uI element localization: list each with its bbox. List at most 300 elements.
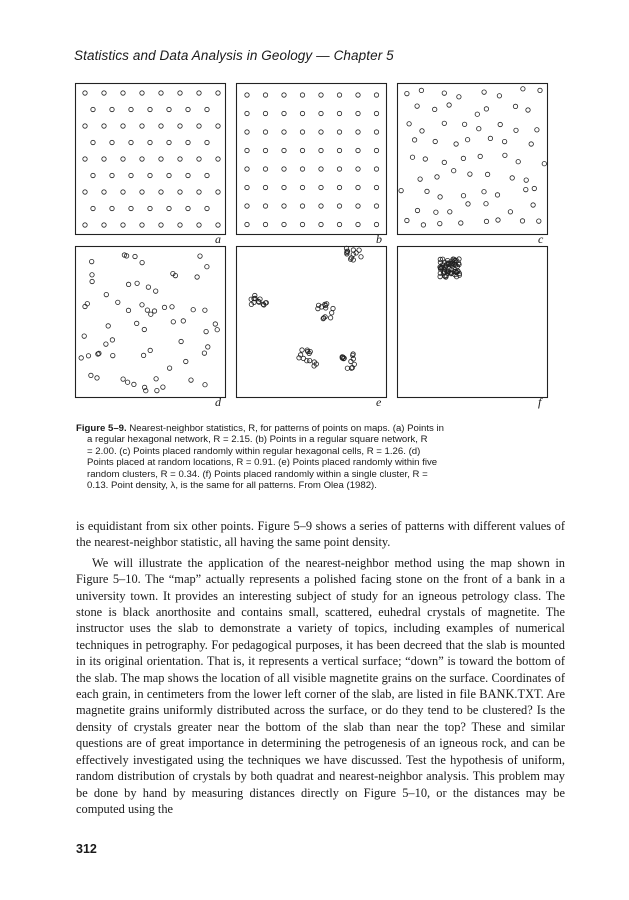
map-point xyxy=(532,186,536,190)
panel-a xyxy=(75,83,226,235)
map-point xyxy=(197,190,201,194)
map-point xyxy=(121,157,125,161)
map-point xyxy=(300,167,304,171)
map-point xyxy=(197,223,201,227)
map-point xyxy=(142,327,146,331)
map-point xyxy=(133,254,137,258)
map-point xyxy=(496,218,500,222)
map-point xyxy=(459,221,463,225)
map-point xyxy=(434,210,438,214)
map-point xyxy=(140,157,144,161)
map-point xyxy=(216,91,220,95)
panel-frame xyxy=(76,84,226,235)
map-point xyxy=(83,91,87,95)
map-point xyxy=(520,219,524,223)
map-point xyxy=(141,353,145,357)
map-point xyxy=(356,185,360,189)
map-point xyxy=(423,157,427,161)
map-point xyxy=(205,173,209,177)
map-point xyxy=(447,103,451,107)
map-point xyxy=(129,206,133,210)
map-point xyxy=(102,157,106,161)
map-point xyxy=(319,130,323,134)
map-point xyxy=(102,223,106,227)
map-point xyxy=(374,111,378,115)
map-point xyxy=(197,124,201,128)
map-point xyxy=(282,130,286,134)
map-point xyxy=(110,107,114,111)
map-point xyxy=(179,339,183,343)
map-point xyxy=(111,353,115,357)
map-point xyxy=(319,111,323,115)
map-point xyxy=(121,91,125,95)
map-point xyxy=(300,204,304,208)
map-point xyxy=(167,206,171,210)
map-point xyxy=(205,107,209,111)
map-point xyxy=(374,130,378,134)
map-point xyxy=(245,148,249,152)
panel-c xyxy=(397,83,548,235)
map-point xyxy=(149,312,153,316)
map-point xyxy=(337,222,341,226)
map-point xyxy=(205,206,209,210)
map-point xyxy=(178,190,182,194)
panel-c-plot xyxy=(397,83,548,235)
map-point xyxy=(337,148,341,152)
map-point xyxy=(468,172,472,176)
panel-a-plot xyxy=(75,83,226,235)
map-point xyxy=(154,377,158,381)
map-point xyxy=(524,178,528,182)
map-point xyxy=(91,140,95,144)
panel-e-plot xyxy=(236,246,387,398)
map-point xyxy=(420,129,424,133)
map-point xyxy=(337,111,341,115)
panel-frame xyxy=(398,247,548,398)
map-point xyxy=(452,169,456,173)
map-point xyxy=(121,223,125,227)
map-point xyxy=(374,204,378,208)
map-point xyxy=(356,222,360,226)
map-point xyxy=(478,154,482,158)
map-point xyxy=(300,111,304,115)
map-point xyxy=(140,124,144,128)
map-point xyxy=(126,308,130,312)
map-point xyxy=(186,173,190,177)
map-point xyxy=(475,112,479,116)
map-point xyxy=(263,130,267,134)
map-point xyxy=(331,306,335,310)
map-point xyxy=(435,175,439,179)
map-point xyxy=(121,124,125,128)
map-point xyxy=(110,338,114,342)
map-point xyxy=(535,128,539,132)
map-point xyxy=(374,93,378,97)
map-point xyxy=(442,160,446,164)
map-point xyxy=(104,292,108,296)
map-point xyxy=(433,139,437,143)
map-point xyxy=(356,130,360,134)
map-point xyxy=(319,148,323,152)
map-point xyxy=(337,167,341,171)
map-point xyxy=(461,194,465,198)
panel-frame xyxy=(398,84,548,235)
map-point xyxy=(457,95,461,99)
map-point xyxy=(485,172,489,176)
page-number: 312 xyxy=(76,842,97,856)
map-point xyxy=(263,93,267,97)
caption-line: Nearest-neighbor statistics, R, for patterns of points on maps. (a) Points in xyxy=(129,423,444,434)
map-point xyxy=(282,111,286,115)
panel-label-a: a xyxy=(215,232,221,246)
map-point xyxy=(205,265,209,269)
map-point xyxy=(159,223,163,227)
map-point xyxy=(198,254,202,258)
map-point xyxy=(330,311,334,315)
map-point xyxy=(465,138,469,142)
map-point xyxy=(102,190,106,194)
map-point xyxy=(129,107,133,111)
map-point xyxy=(415,208,419,212)
map-point xyxy=(197,157,201,161)
map-point xyxy=(462,122,466,126)
map-point xyxy=(374,167,378,171)
map-point xyxy=(537,219,541,223)
map-point xyxy=(482,190,486,194)
map-point xyxy=(104,342,108,346)
map-point xyxy=(167,140,171,144)
map-point xyxy=(300,185,304,189)
map-point xyxy=(161,385,165,389)
map-point xyxy=(498,122,502,126)
panel-b xyxy=(236,83,387,235)
map-point xyxy=(202,351,206,355)
map-point xyxy=(102,91,106,95)
panel-d xyxy=(75,246,226,398)
map-point xyxy=(282,204,286,208)
map-point xyxy=(83,190,87,194)
map-point xyxy=(263,222,267,226)
paragraph: We will illustrate the application of the nearest-neighbor method using the map shown in Figure 5–10. The “map” actually represents a polished facing stone on the front of a bank in a university town. It provides an interesting subject of study for an igneous petrology class. The stone is black anorthosite and contains small, scattered, euhedral crystals of magnetite. The instructor uses the slab to demonstrate a variety of topics, including examples of numerical techniques in petrography. For pedagogical purposes, it has been decreed that the slab is mounted in its original orientation. That is, it represents a vertical surface; “down” is toward the bottom of the slab. The map shows the location of all visible magnetite grains on the surface. Coordinates of each grain, in centimeters from the lower left corner of the slab, are listed in file BANK.TXT. Are magnetite grains uniformly distributed across the surface, or do they tend to be clustered? Is the density of crystals greater near the bottom of the slab than near the top? These and similar questions are of great importance in determining the petrogenesis of an igneous rock, and can be effectively investigated using the techniques we have discussed. Test the hypothesis of uniform, random distribution of crystals by both quadrat and nearest-neighbor analysis. This problem may be done by hand by measuring distances directly on Figure 5–10, or the distances may be computed using the xyxy=(76,555,565,816)
map-point xyxy=(374,148,378,152)
map-point xyxy=(90,259,94,263)
panel-label-b: b xyxy=(376,232,382,246)
map-point xyxy=(155,388,159,392)
map-point xyxy=(216,124,220,128)
map-point xyxy=(263,185,267,189)
map-point xyxy=(374,185,378,189)
map-point xyxy=(356,167,360,171)
map-point xyxy=(349,359,353,363)
map-point xyxy=(148,107,152,111)
map-point xyxy=(319,222,323,226)
map-point xyxy=(351,248,355,252)
map-point xyxy=(374,222,378,226)
map-point xyxy=(300,148,304,152)
map-point xyxy=(405,91,409,95)
map-point xyxy=(263,111,267,115)
map-point xyxy=(526,108,530,112)
map-point xyxy=(116,300,120,304)
map-point xyxy=(356,204,360,208)
map-point xyxy=(186,206,190,210)
map-point xyxy=(83,124,87,128)
map-point xyxy=(407,122,411,126)
panel-f-plot xyxy=(397,246,548,398)
map-point xyxy=(148,173,152,177)
map-point xyxy=(454,142,458,146)
map-point xyxy=(129,140,133,144)
map-point xyxy=(152,309,156,313)
map-point xyxy=(245,185,249,189)
map-point xyxy=(121,190,125,194)
map-point xyxy=(466,202,470,206)
map-point xyxy=(159,157,163,161)
map-point xyxy=(83,304,87,308)
map-point xyxy=(497,94,501,98)
map-point xyxy=(263,148,267,152)
map-point xyxy=(300,93,304,97)
map-point xyxy=(121,377,125,381)
map-point xyxy=(245,93,249,97)
map-point xyxy=(132,382,136,386)
map-point xyxy=(140,190,144,194)
map-point xyxy=(213,322,217,326)
map-point xyxy=(410,155,414,159)
map-point xyxy=(305,359,309,363)
map-point xyxy=(216,223,220,227)
map-point xyxy=(215,328,219,332)
map-point xyxy=(433,107,437,111)
map-point xyxy=(159,190,163,194)
map-point xyxy=(245,130,249,134)
map-point xyxy=(86,354,90,358)
panel-label-e: e xyxy=(376,395,382,409)
map-point xyxy=(167,107,171,111)
map-point xyxy=(140,260,144,264)
map-point xyxy=(356,148,360,152)
map-point xyxy=(159,91,163,95)
map-point xyxy=(282,93,286,97)
map-point xyxy=(91,107,95,111)
map-point xyxy=(337,185,341,189)
map-point xyxy=(282,167,286,171)
panel-frame xyxy=(237,247,387,398)
map-point xyxy=(484,202,488,206)
caption-label: Figure 5–9. xyxy=(76,423,127,434)
map-point xyxy=(477,127,481,131)
map-point xyxy=(186,107,190,111)
map-point xyxy=(181,319,185,323)
map-point xyxy=(216,157,220,161)
map-point xyxy=(197,91,201,95)
map-point xyxy=(529,142,533,146)
map-point xyxy=(148,140,152,144)
map-point xyxy=(300,222,304,226)
map-point xyxy=(421,223,425,227)
map-point xyxy=(319,93,323,97)
map-point xyxy=(300,348,304,352)
panel-e xyxy=(236,246,387,398)
map-point xyxy=(184,359,188,363)
map-point xyxy=(125,380,129,384)
map-point xyxy=(110,206,114,210)
running-header: Statistics and Data Analysis in Geology — Chapter 5 xyxy=(74,48,394,63)
map-point xyxy=(531,203,535,207)
map-point xyxy=(319,204,323,208)
map-point xyxy=(282,148,286,152)
map-point xyxy=(337,130,341,134)
map-point xyxy=(319,185,323,189)
map-point xyxy=(126,282,130,286)
map-point xyxy=(425,189,429,193)
map-point xyxy=(90,273,94,277)
panel-frame xyxy=(237,84,387,235)
map-point xyxy=(282,222,286,226)
map-point xyxy=(442,121,446,125)
map-point xyxy=(245,204,249,208)
panel-label-f: f xyxy=(538,395,542,409)
map-point xyxy=(82,334,86,338)
map-point xyxy=(135,321,139,325)
map-point xyxy=(90,279,94,283)
map-point xyxy=(442,91,446,95)
panel-label-d: d xyxy=(215,395,221,409)
map-point xyxy=(508,210,512,214)
map-point xyxy=(167,173,171,177)
map-point xyxy=(516,160,520,164)
map-point xyxy=(206,345,210,349)
map-point xyxy=(448,210,452,214)
map-point xyxy=(524,187,528,191)
map-point xyxy=(83,157,87,161)
map-point xyxy=(178,91,182,95)
map-point xyxy=(328,316,332,320)
map-point xyxy=(186,140,190,144)
map-point xyxy=(484,107,488,111)
map-point xyxy=(189,378,193,382)
map-point xyxy=(282,185,286,189)
map-point xyxy=(140,91,144,95)
map-point xyxy=(203,308,207,312)
map-point xyxy=(495,193,499,197)
map-point xyxy=(178,157,182,161)
map-point xyxy=(89,373,93,377)
map-point xyxy=(171,320,175,324)
map-point xyxy=(203,383,207,387)
map-point xyxy=(191,308,195,312)
panel-frame xyxy=(76,247,226,398)
caption-line: = 2.00. (c) Points placed randomly within regular hexagonal cells, R = 1.26. (d) xyxy=(87,445,421,457)
map-point xyxy=(513,104,517,108)
map-point xyxy=(399,188,403,192)
map-point xyxy=(110,140,114,144)
map-point xyxy=(245,222,249,226)
map-point xyxy=(91,206,95,210)
map-point xyxy=(146,285,150,289)
map-point xyxy=(300,130,304,134)
map-point xyxy=(359,255,363,259)
map-point xyxy=(102,124,106,128)
map-point xyxy=(484,219,488,223)
map-point xyxy=(263,204,267,208)
map-point xyxy=(356,111,360,115)
map-point xyxy=(140,303,144,307)
caption-line: random clusters, R = 0.34. (f) Points placed randomly within a single cluster, R = xyxy=(87,468,428,480)
map-point xyxy=(110,173,114,177)
map-point xyxy=(83,223,87,227)
map-point xyxy=(337,93,341,97)
map-point xyxy=(148,206,152,210)
map-point xyxy=(245,167,249,171)
panel-d-plot xyxy=(75,246,226,398)
map-point xyxy=(461,156,465,160)
map-point xyxy=(356,93,360,97)
map-point xyxy=(178,124,182,128)
map-point xyxy=(79,356,83,360)
panel-f xyxy=(397,246,548,398)
map-point xyxy=(216,190,220,194)
map-point xyxy=(438,221,442,225)
map-point xyxy=(159,124,163,128)
map-point xyxy=(135,281,139,285)
map-point xyxy=(204,329,208,333)
map-point xyxy=(162,305,166,309)
map-point xyxy=(415,104,419,108)
map-point xyxy=(405,218,409,222)
map-point xyxy=(482,90,486,94)
map-point xyxy=(148,348,152,352)
map-point xyxy=(245,111,249,115)
map-point xyxy=(538,88,542,92)
map-point xyxy=(205,140,209,144)
map-point xyxy=(95,376,99,380)
map-point xyxy=(488,136,492,140)
map-point xyxy=(510,176,514,180)
map-point xyxy=(419,88,423,92)
caption-line: 0.13. Point density, λ, is the same for all patterns. From Olea (1982). xyxy=(87,480,377,492)
map-point xyxy=(178,223,182,227)
map-point xyxy=(418,177,422,181)
map-point xyxy=(319,167,323,171)
map-point xyxy=(503,153,507,157)
map-point xyxy=(170,305,174,309)
map-point xyxy=(167,366,171,370)
map-point xyxy=(129,173,133,177)
panel-b-plot xyxy=(236,83,387,235)
map-point xyxy=(154,289,158,293)
map-point xyxy=(337,204,341,208)
map-point xyxy=(91,173,95,177)
figure-caption xyxy=(76,423,564,491)
body-text xyxy=(76,518,565,817)
map-point xyxy=(542,162,546,166)
map-point xyxy=(438,195,442,199)
map-point xyxy=(521,87,525,91)
map-point xyxy=(140,223,144,227)
map-point xyxy=(145,308,149,312)
map-point xyxy=(502,139,506,143)
map-point xyxy=(514,128,518,132)
map-point xyxy=(263,167,267,171)
paragraph: is equidistant from six other points. Figure 5–9 shows a series of patterns with different values of the nearest-neighbor statistic, all having the same point density. xyxy=(76,519,565,550)
caption-line: a regular hexagonal network, R = 2.15. (b) Points in a regular square network, R xyxy=(87,434,428,446)
panel-label-c: c xyxy=(538,232,544,246)
map-point xyxy=(85,302,89,306)
map-point xyxy=(412,138,416,142)
map-point xyxy=(106,324,110,328)
caption-line: Points placed at random locations, R = 0.91. (e) Points placed randomly within five xyxy=(87,457,438,469)
